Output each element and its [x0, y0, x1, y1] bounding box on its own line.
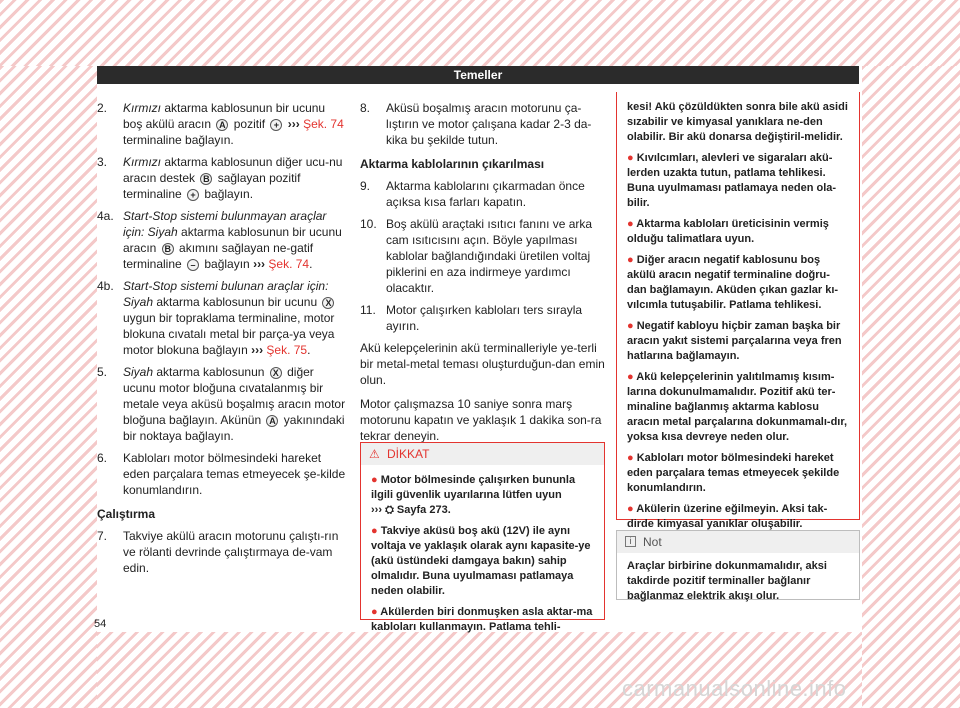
minus-terminal-badge: – [187, 259, 199, 271]
step-text: terminaline bağlayın. [123, 133, 234, 147]
emphasis-text: Start-Stop sistemi bulunmayan araçlar için: Siyah [123, 209, 327, 239]
subheading-starting: Çalıştırma [97, 507, 156, 521]
step-number: 3. [97, 155, 108, 169]
emphasis-text: Kırmızı [123, 101, 161, 115]
step-10 [360, 216, 605, 296]
step-2 [97, 100, 347, 148]
step-text: Motor çalışırken kabloları ters sırayla ayırın. [386, 303, 583, 333]
emphasis-text: Start-Stop sistemi bulunan araçlar için: Siyah [123, 279, 329, 309]
continued-text: kesi! Akü çözüldükten sonra bile akü asidi sızabilir ve kimyasal yanıklara ne-den olabilir. Bir akü donarsa değiştiril-melidir. [627, 101, 848, 143]
callout-badge-b: B [200, 173, 212, 185]
step-3 [97, 154, 347, 202]
reference-arrow: ››› [371, 504, 382, 516]
step-text: aktarma kablosunun [153, 365, 268, 379]
step-text: . [309, 257, 313, 271]
step-5 [97, 364, 347, 444]
step-7 [97, 528, 347, 576]
step-8 [360, 100, 605, 148]
plus-terminal-badge: + [187, 189, 199, 201]
warning-bullet: ● Kabloları motor bölmesindeki hareket eden parçalara temas etmeyecek şekilde konumlandırın. [627, 452, 840, 494]
step-number: 7. [97, 529, 108, 543]
warning-bullet: ● Akü kelepçelerinin yalıtılmamış kısım-larına dokunulmamalıdır. Pozitif akü ter-minaline bağlanmış aktarma kablosu aracın metal parçalarına dokunmamalı-dır, yoksa kısa devreye neden olur. [627, 371, 848, 443]
subheading-removal: Aktarma kablolarının çıkarılması [360, 157, 545, 171]
step-text: Aküsü boşalmış aracın motorunu ça-lıştırın ve motor çalışana kadar 2-3 da-kika bu şekilde tutun. [386, 101, 592, 147]
step-6 [97, 450, 347, 498]
step-text: . [307, 343, 311, 357]
warning-title: DİKKAT [387, 447, 430, 461]
reference-arrow: ››› [247, 343, 264, 357]
step-11 [360, 302, 605, 334]
step-text: aktarma kablosunun bir ucunu boş akülü aracın [123, 101, 326, 131]
step-text: Aktarma kablolarını çıkarmadan önce açıksa kısa farları kapatın. [386, 179, 585, 209]
figure-link[interactable]: Şek. 74 [299, 117, 344, 131]
bullet-text: Kabloları motor bölmesindeki hareket eden parçalara temas etmeyecek şekilde konumlandırın. [627, 452, 840, 494]
hatch-border-right [862, 66, 960, 708]
step-text: akımını sağlayan ne-gatif terminaline [123, 241, 314, 271]
column-left [97, 100, 347, 582]
figure-link[interactable]: Şek. 74 [265, 257, 310, 271]
plus-terminal-badge: + [270, 119, 282, 131]
step-text: yakınındaki bir noktaya bağlayın. [123, 413, 345, 443]
warning-triangle-icon: ⚠ [369, 447, 380, 461]
section-title: Temeller [453, 68, 503, 82]
note-header [617, 531, 859, 553]
hatch-border-left [0, 66, 97, 708]
warning-bullet: ● Negatif kabloyu hiçbir zaman başka bir aracın yakıt sistemi parçalarına veya fren hatlarına bağlamayın. [627, 320, 842, 362]
step-number: 4b. [97, 279, 114, 293]
section-header [97, 66, 859, 84]
warning-bullet: ● Motor bölmesinde çalışırken bununla ilgili güvenlik uyarılarına lütfen uyun ››› ⛭ Sayfa 273. [371, 474, 576, 516]
callout-badge-b: B [162, 243, 174, 255]
warning-bullet: ● Kıvılcımları, alevleri ve sigaraları akü-lerden uzakta tutun, patlama tehlikesi. Buna uyulmaması patlamaya neden ola-bilir. [627, 152, 837, 209]
step-text: sağlayan pozitif terminaline [123, 171, 301, 201]
step-number: 8. [360, 101, 371, 115]
warning-bullet: ● Aktarma kabloları üreticisinin vermiş olduğu talimatlara uyun. [627, 218, 829, 245]
step-4a [97, 208, 347, 272]
warning-header [361, 443, 604, 465]
step-number: 4a. [97, 209, 114, 223]
info-icon: i [625, 536, 636, 547]
step-9 [360, 178, 605, 210]
warning-box [360, 442, 605, 633]
step-text: Boş akülü araçtaki ısıtıcı fanını ve arka cam ısıtıcısını açın. Böyle yapılması kablolar bağlandığındaki üretilen voltaj piklerini en aza indirmeye yardımcı olacaktır. [386, 217, 593, 295]
step-text: aktarma kablosunun bir ucunu [153, 295, 321, 309]
step-number: 2. [97, 101, 108, 115]
watermark: carmanualsonline.info [622, 676, 847, 701]
bullet-text: Takviye aküsü boş akü (12V) ile aynı voltaja ve yaklaşık olarak aynı kapasite-ye (akü üstündeki damgaya bakın) sahip olmalıdır. Buna uyulmaması patlamaya neden olabilir. [371, 525, 591, 597]
step-text: Takviye akülü aracın motorunu çalıştı-rın ve rölanti devrinde çalıştırmaya de-vam edin. [123, 529, 339, 575]
step-text: aktarma kablosunun diğer ucu-nu aracın destek [123, 155, 343, 185]
warning-bullet: ● Diğer aracın negatif kablosunu boş akülü aracın negatif terminaline doğru-dan bağlamayın. Aküden çıkan gazlar kı-vılcımla tutuşabilir. Patlama tehlikesi. [627, 254, 839, 311]
step-text: uygun bir topraklama terminaline, motor blokuna cıvatalı metal bir parça-ya veya motor blokuna bağlayın [123, 311, 335, 357]
step-text: pozitif [230, 117, 269, 131]
note-box [616, 530, 860, 600]
step-number: 9. [360, 179, 371, 193]
step-text: bağlayın. [201, 187, 254, 201]
note-text: Araçlar birbirine dokunmamalıdır, aksi takdirde pozitif terminaller bağlanır bağlanmaz elektrik akışı olur. [627, 560, 827, 602]
callout-badge-a: A [216, 119, 228, 131]
step-text: aktarma kablosunun bir ucunu aracın [123, 225, 342, 255]
warning-box-continued [616, 92, 860, 530]
step-text: diğer ucunu motor bloğuna cıvatalanmış bir metale veya aküsü boşalmış aracın motor bloğuna bağlayın. Akünün [123, 365, 346, 427]
reference-arrow: ››› [284, 117, 300, 131]
page-number: 54 [94, 618, 107, 630]
step-4b [97, 278, 347, 358]
bullet-text: Motor bölmesinde çalışırken bununla ilgili güvenlik uyarılarına lütfen uyun [371, 474, 576, 501]
bullet-text: Akü kelepçelerinin yalıtılmamış kısım-larına dokunulmamalıdır. Pozitif akü ter-minaline bağlanmış aktarma kablosu aracın metal parçalarına dokunmamalı-dır, yoksa kısa devreye neden olur. [627, 371, 848, 443]
emphasis-text: Siyah [123, 365, 154, 379]
step-text: Kabloları motor bölmesindeki hareket eden parçalara temas etmeyecek şe-kilde konumlandırın. [123, 451, 346, 497]
step-number: 5. [97, 365, 108, 379]
column-middle [360, 100, 605, 452]
warning-body [361, 465, 604, 649]
hatch-border-top [0, 0, 960, 66]
engine-compartment-icon: ⛭ [385, 504, 394, 516]
step-number: 10. [360, 217, 377, 231]
emphasis-text: Kırmızı [123, 155, 161, 169]
warning-body [627, 100, 849, 532]
page-reference-link[interactable]: Sayfa 273. [393, 504, 451, 516]
note-title: Not [643, 535, 662, 549]
bullet-text: Aktarma kabloları üreticisinin vermiş olduğu talimatlara uyun. [627, 218, 829, 245]
callout-badge-x: X [270, 367, 282, 379]
paragraph: Motor çalışmazsa 10 saniye sonra marş motorunu kapatın ve yaklaşık 1 dakika son-ra tekrar deneyin. [360, 397, 602, 443]
bullet-text: Akülerden biri donmuşken asla aktar-ma kabloları kullanmayın. Patlama tehli- [371, 606, 593, 633]
paragraph: Akü kelepçelerinin akü terminalleriyle ye-terli bir metal-metal teması oluşturduğun-dan emin olun. [360, 341, 605, 387]
step-number: 11. [360, 303, 376, 317]
bullet-text: Kıvılcımları, alevleri ve sigaraları akü-lerden uzakta tutun, patlama tehlikesi. Buna uyulmaması patlamaya neden ola-bilir. [627, 152, 837, 209]
reference-arrow: ››› [249, 257, 266, 271]
figure-link[interactable]: Şek. 75 [263, 343, 308, 357]
warning-bullet: ● Akülerden biri donmuşken asla aktar-ma kabloları kullanmayın. Patlama tehli- [371, 606, 593, 633]
bullet-text: Diğer aracın negatif kablosunu boş akülü aracın negatif terminaline doğru-dan bağlamayın. Aküden çıkan gazlar kı-vılcımla tutuşabilir. Patlama tehlikesi. [627, 254, 839, 311]
warning-bullet: ● Akülerin üzerine eğilmeyin. Aksi tak-dirde kimyasal yanıklar oluşabilir. [627, 503, 828, 530]
callout-badge-x: X [322, 297, 334, 309]
step-number: 6. [97, 451, 108, 465]
warning-bullet: ● Takviye aküsü boş akü (12V) ile aynı voltaja ve yaklaşık olarak aynı kapasite-ye (akü üstündeki damgaya bakın) sahip olmalıdır. Buna uyulmaması patlamaya neden olabilir. [371, 525, 591, 597]
callout-badge-a: A [266, 415, 278, 427]
bullet-text: Akülerin üzerine eğilmeyin. Aksi tak-dirde kimyasal yanıklar oluşabilir. [627, 503, 828, 530]
bullet-text: Negatif kabloyu hiçbir zaman başka bir aracın yakıt sistemi parçalarına veya fren hatlarına bağlamayın. [627, 320, 842, 362]
step-text: bağlayın [201, 257, 250, 271]
